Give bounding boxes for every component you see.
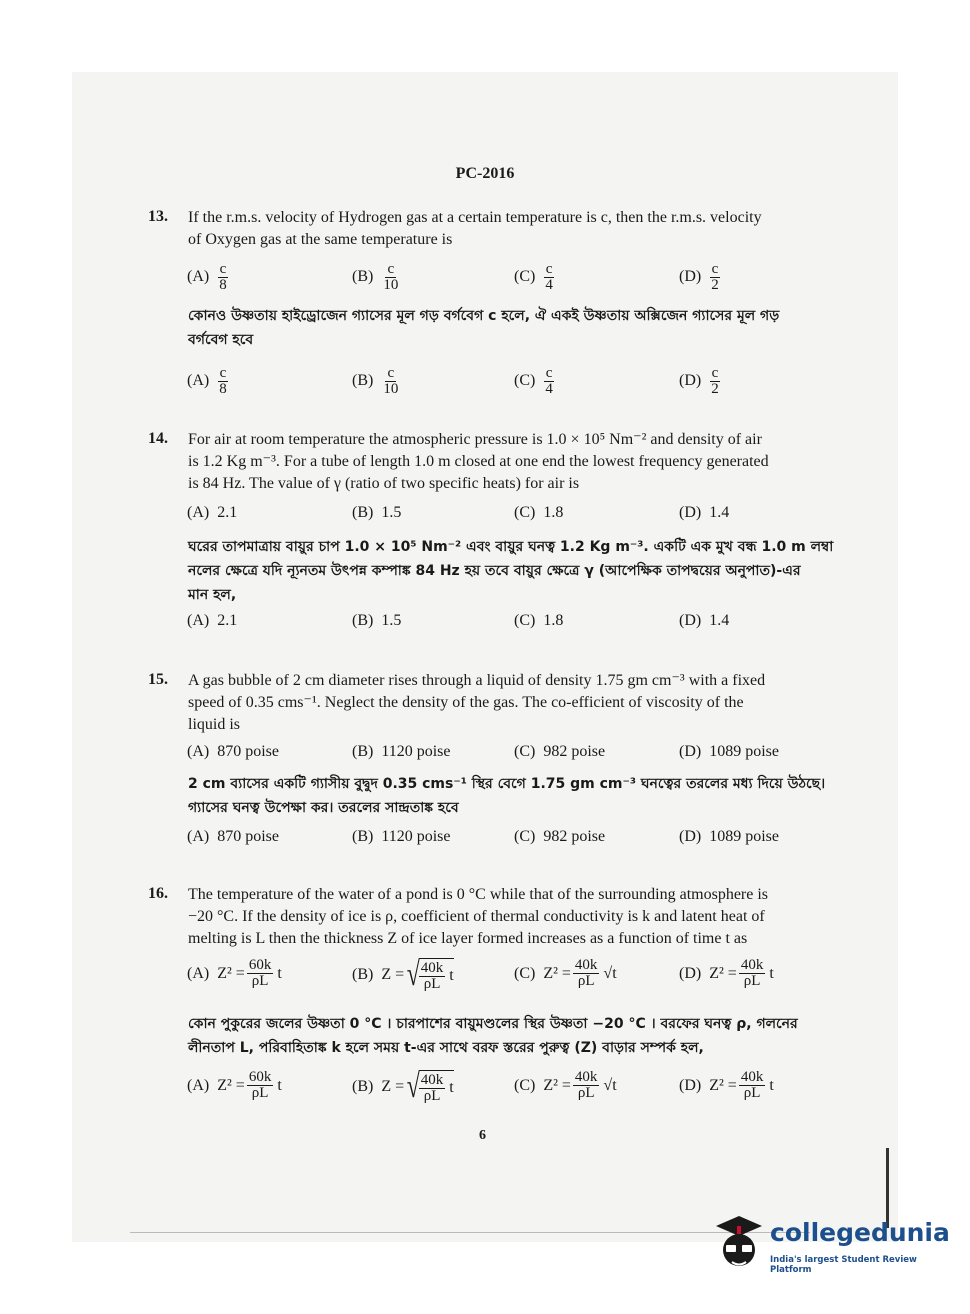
option-b[interactable]: (B) $\frac{c}{10}$ bbox=[352, 261, 399, 293]
question-number: 14. bbox=[148, 430, 168, 447]
question-text-bn: কোন পুকুরের জলের উষ্ণতা 0 °C । চারপাশের বায়ুমণ্ডলের স্থির উষ্ণতা −20 °C । বরফের ঘনত্ব ρ, গলনের লীনতাপ L, পরিবাহিতাঙ্ক k হলে সময় t-এর সাথে বরফ স্তরের পুরুত্ব (Z) বাড়ার সম্পর্ক হল, bbox=[188, 1016, 798, 1056]
paper-code: PC-2016 bbox=[455, 165, 515, 182]
option-b[interactable]: (B) 1.5 bbox=[352, 504, 402, 521]
option-d[interactable]: (D) Z² = $\frac{40k}{\rho L}$ t bbox=[679, 957, 774, 989]
option-a[interactable]: (A) $\frac{c}{8}$ bbox=[187, 261, 227, 293]
options-bn bbox=[187, 828, 827, 864]
options-en bbox=[187, 262, 827, 298]
option-c[interactable]: (C) 982 poise bbox=[514, 743, 606, 760]
question-text-bn: 2 cm ব্যাসের একটি গ্যাসীয় বুদ্বুদ 0.35 cms⁻¹ স্থির বেগে 1.75 gm cm⁻³ ঘনত্বের তরলের মধ্য দিয়ে উঠছে। গ্যাসের ঘনত্ব উপেক্ষা কর। তরলের সান্দ্রতাঙ্ক হবে bbox=[188, 776, 826, 816]
option-b[interactable]: (B) $\frac{c}{10}$ bbox=[352, 365, 399, 397]
options-bn bbox=[187, 1070, 827, 1116]
option-c[interactable]: (C) $\frac{c}{4}$ bbox=[514, 261, 553, 293]
option-d[interactable]: (D) 1089 poise bbox=[679, 828, 779, 845]
options-en bbox=[187, 958, 827, 1004]
options-bn bbox=[187, 366, 827, 402]
question-number: 13. bbox=[148, 208, 168, 225]
option-d[interactable]: (D) 1089 poise bbox=[679, 743, 779, 760]
question-text-en: The temperature of the water of a pond is 0 °C while that of the surrounding atmosphere is −20 °C. If the density of ice is ρ, coefficient of thermal conductivity is k and latent heat of melting is L then the thickness Z of ice layer formed increases as a function of time t as bbox=[188, 886, 769, 947]
brand-logo[interactable] bbox=[712, 1212, 952, 1274]
brand-tagline: India's largest Student Review Platform bbox=[770, 1255, 917, 1275]
option-c[interactable]: (C) 982 poise bbox=[514, 828, 606, 845]
option-a[interactable]: (A) Z² = $\frac{60k}{\rho L}$ t bbox=[187, 1069, 282, 1101]
option-d[interactable]: (D) 1.4 bbox=[679, 504, 730, 521]
page-number: 6 bbox=[479, 1128, 486, 1143]
option-c[interactable]: (C) 1.8 bbox=[514, 504, 564, 521]
question-number: 15. bbox=[148, 671, 168, 688]
option-c[interactable]: (C) 1.8 bbox=[514, 612, 564, 629]
option-a[interactable]: (A) 870 poise bbox=[187, 828, 279, 845]
option-c[interactable]: (C) Z² = $\frac{40k}{\rho L}$ √t bbox=[514, 957, 617, 989]
question-text-bn: ঘরের তাপমাত্রায় বায়ুর চাপ 1.0 × 10⁵ Nm⁻² এবং বায়ুর ঘনত্ব 1.2 Kg m⁻³. একটি এক মুখ বন্ধ 1.0 m লম্বা নলের ক্ষেত্রে যদি ন্যূনতম উৎপন্ন কম্পাঙ্ক 84 Hz হয় তবে বায়ুর ক্ষেত্রে γ (আপেক্ষিক তাপদ্বয়ের অনুপাত)-এর মান হল, bbox=[188, 539, 834, 603]
sqrt-icon: √ bbox=[406, 956, 420, 993]
options-bn bbox=[187, 612, 827, 648]
question-number: 16. bbox=[148, 885, 168, 902]
option-c[interactable]: (C) $\frac{c}{4}$ bbox=[514, 365, 553, 397]
option-a[interactable]: (A) Z² = $\frac{60k}{\rho L}$ t bbox=[187, 957, 282, 989]
option-b[interactable]: (B) 1.5 bbox=[352, 612, 402, 629]
option-b[interactable]: (B) 1120 poise bbox=[352, 743, 451, 760]
divider bbox=[130, 1232, 810, 1233]
option-c[interactable]: (C) Z² = $\frac{40k}{\rho L}$ √t bbox=[514, 1069, 617, 1101]
brand-name: collegedunia bbox=[770, 1218, 950, 1247]
question-text-bn: কোনও উষ্ণতায় হাইড্রোজেন গ্যাসের মূল গড় বর্গবেগ c হলে, ঐ একই উষ্ণতায় অক্সিজেন গ্যাসের মূল গড় বর্গবেগ হবে bbox=[188, 308, 780, 348]
option-a[interactable]: (A) 2.1 bbox=[187, 612, 238, 629]
option-a[interactable]: (A) 2.1 bbox=[187, 504, 238, 521]
option-d[interactable]: (D) $\frac{c}{2}$ bbox=[679, 261, 719, 293]
option-b[interactable]: (B) Z = √ $\frac{40k}{\rho L}$ t bbox=[352, 1068, 454, 1105]
option-d[interactable]: (D) Z² = $\frac{40k}{\rho L}$ t bbox=[679, 1069, 774, 1101]
option-b[interactable]: (B) 1120 poise bbox=[352, 828, 451, 845]
option-a[interactable]: (A) $\frac{c}{8}$ bbox=[187, 365, 227, 397]
option-d[interactable]: (D) $\frac{c}{2}$ bbox=[679, 365, 719, 397]
option-a[interactable]: (A) 870 poise bbox=[187, 743, 279, 760]
graduate-mascot-icon bbox=[712, 1212, 766, 1274]
option-d[interactable]: (D) 1.4 bbox=[679, 612, 730, 629]
question-text-en: A gas bubble of 2 cm diameter rises through a liquid of density 1.75 gm cm⁻³ with a fixed speed of 0.35 cms⁻¹. Neglect the density of the gas. The co-efficient of viscosity of the liquid is bbox=[188, 672, 766, 733]
question-text-en: For air at room temperature the atmospheric pressure is 1.0 × 10⁵ Nm⁻² and density of air is 1.2 Kg m⁻³. For a tube of length 1.0 m closed at one end the lowest frequency generated is 84 Hz. The value of γ (ratio of two specific heats) for air is bbox=[188, 431, 769, 492]
question-text-en: If the r.m.s. velocity of Hydrogen gas at a certain temperature is c, then the r.m.s. velocity of Oxygen gas at the same temperature is bbox=[188, 209, 762, 248]
sqrt-icon: √ bbox=[406, 1068, 420, 1105]
option-b[interactable]: (B) Z = √ $\frac{40k}{\rho L}$ t bbox=[352, 956, 454, 993]
